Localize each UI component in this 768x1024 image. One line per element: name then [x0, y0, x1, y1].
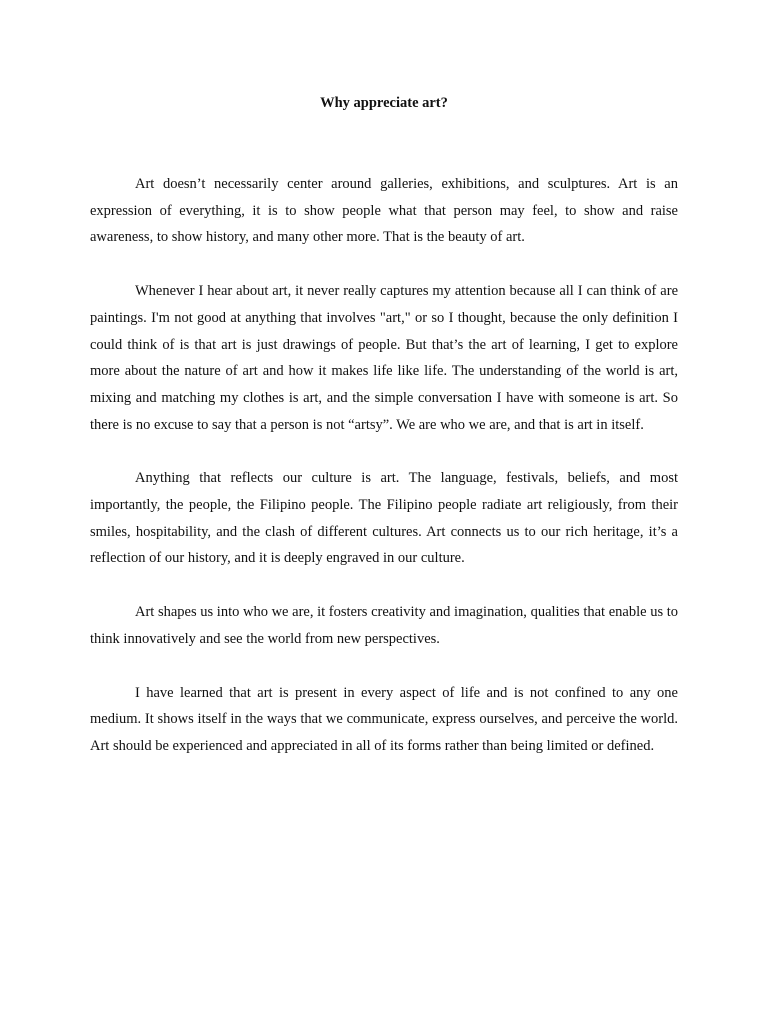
paragraph: Anything that reflects our culture is art. The language, festivals, beliefs, and most importantly, the people, the Filipino people. The Filipino people radiate art religiously, from their smiles, hospitability, and the clash of different cultures. Art connects us to our rich heritage, it’s a reflection of our history, and it is deeply engraved in our culture.	[90, 470, 678, 567]
document-title: Why appreciate art?	[320, 95, 448, 111]
paragraph: Art doesn’t necessarily center around galleries, exhibitions, and sculptures. Art is an expression of everything, it is to show people what that person may feel, to show and raise awareness, to show history, and many other more. That is the beauty of art.	[90, 176, 678, 246]
document-body	[90, 171, 678, 787]
paragraph: I have learned that art is present in every aspect of life and is not confined to any one medium. It shows itself in the ways that we communicate, express ourselves, and perceive the world. Art should be experienced and appreciated in all of its forms rather than being limited or defined.	[90, 684, 678, 754]
paragraph: Whenever I hear about art, it never really captures my attention because all I can think of are paintings. I'm not good at anything that involves "art," or so I thought, because the only definition I could think of is that art is just drawings of people. But that’s the art of learning, I get to explore more about the nature of art and how it makes life like life. The understanding of the world is art, mixing and matching my clothes is art, and the simple conversation I have with someone is art. So there is no excuse to say that a person is not “artsy”. We are who we are, and that is art in itself.	[90, 283, 678, 433]
paragraph: Art shapes us into who we are, it fosters creativity and imagination, qualities that enable us to think innovatively and see the world from new perspectives.	[90, 604, 678, 647]
